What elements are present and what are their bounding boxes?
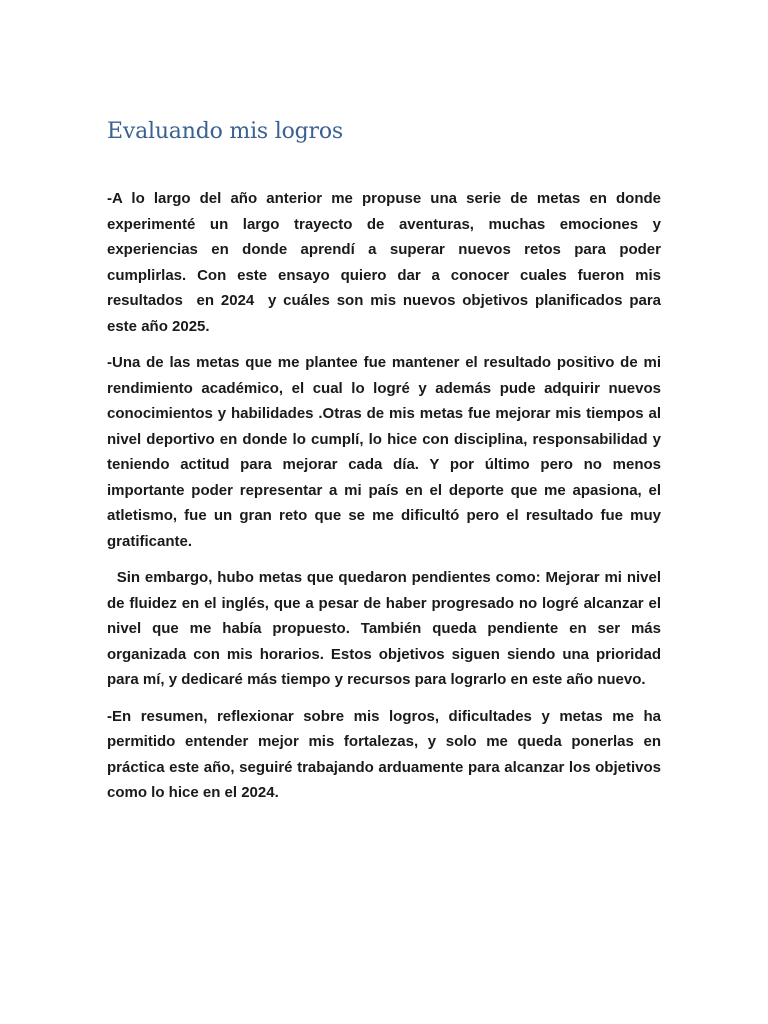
paragraph-introduction: -A lo largo del año anterior me propuse una serie de metas en donde experimenté un largo trayecto de aventuras, muchas emociones y experiencias en donde aprendí a superar nuevos retos para poder cumplirlas. Con este ensayo quiero dar a conocer cuales fueron mis resultados en 2024 y cuáles son mis nuevos objetivos planificados para este año 2025. bbox=[107, 190, 666, 335]
paragraph-conclusion: -En resumen, reflexionar sobre mis logros, dificultades y metas me ha permitido entender mejor mis fortalezas, y solo me queda ponerlas en práctica este año, seguiré trabajando arduamente para alcanzar los objetivos como lo hice en el 2024. bbox=[107, 707, 666, 801]
document-body bbox=[107, 118, 666, 817]
paragraph-pending-goals: Sin embargo, hubo metas que quedaron pendientes como: Mejorar mi nivel de fluidez en el inglés, que a pesar de haber progresado no logré alcanzar el nivel que me había propuesto. También queda pendiente en ser más organizada con mis horarios. Estos objetivos siguen siendo una prioridad para mí, y dedicaré más tiempo y recursos para lograrlo en este año nuevo. bbox=[107, 569, 666, 688]
paragraph-achievements: -Una de las metas que me plantee fue mantener el resultado positivo de mi rendimiento académico, el cual lo logré y además pude adquirir nuevos conocimientos y habilidades .Otras de mis metas fue mejorar mis tiempos al nivel deportivo en donde lo cumplí, lo hice con disciplina, responsabilidad y teniendo actitud para mejorar cada día. Y por último pero no menos importante poder representar a mi país en el deporte que me apasiona, el atletismo, fue un gran reto que se me dificultó pero el resultado fue muy gratificante. bbox=[107, 354, 666, 550]
document-title: Evaluando mis logros bbox=[107, 119, 344, 144]
